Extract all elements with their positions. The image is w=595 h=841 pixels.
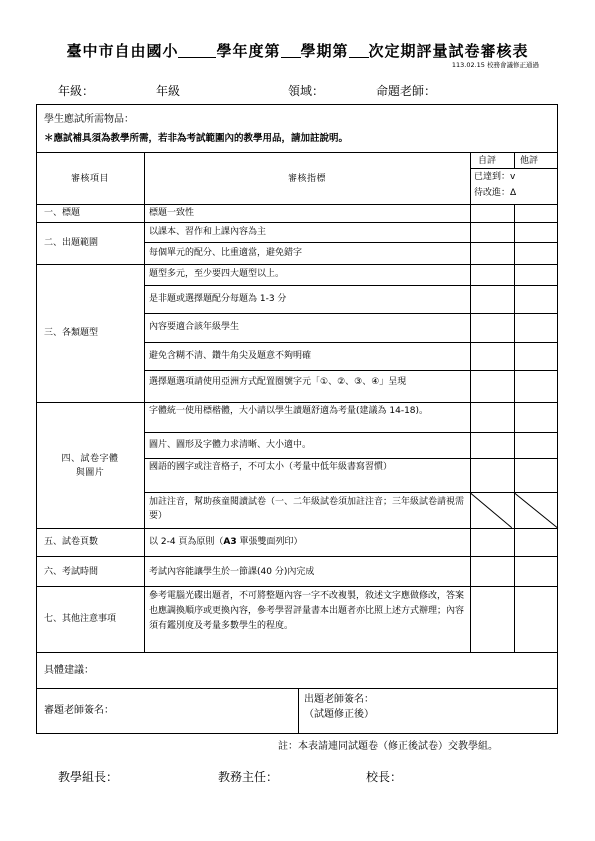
rule — [36, 264, 558, 265]
author-signature-sublabel: （試題修正後） — [304, 709, 374, 720]
suggestion-label: 具體建議： — [44, 665, 94, 676]
rule — [514, 152, 515, 168]
teacher-label: 命題老師： — [376, 84, 437, 98]
header-other-eval: 他評 — [520, 156, 539, 166]
indicator: 每個單元的配分、比重適當，避免錯字 — [149, 248, 303, 258]
indicator: 圖片、圖形及字體力求清晰、大小適中。 — [149, 440, 312, 450]
indicator: 標題一致性 — [149, 208, 195, 218]
rule — [36, 652, 558, 653]
rule — [36, 528, 558, 529]
principal-signature: 校長： — [366, 770, 403, 784]
rule — [144, 370, 558, 371]
item-fonts-images-line2: 與圖片 — [75, 468, 105, 478]
revision-note: 113.02.15 校務會議修正通過 — [451, 61, 539, 69]
indicator: 選擇題選項請使用亞洲方式配置圈號字元「①、②、③、④」呈現 — [149, 377, 407, 387]
rule — [144, 285, 558, 286]
reviewer-signature-label: 審題老師簽名： — [44, 705, 114, 716]
rule — [144, 342, 558, 343]
rule — [144, 458, 558, 459]
rule — [144, 313, 558, 314]
academic-director-signature: 教務主任： — [218, 770, 279, 784]
rule — [36, 204, 558, 205]
rule — [144, 242, 558, 243]
required-items-note: ＊應試補具須為教學所需，若非為考試範圍內的教學用品，請加註說明。 — [44, 133, 349, 144]
rule — [470, 152, 471, 652]
indicator: 考試內容能讓學生於一節課(40 分)內完成 — [149, 567, 315, 577]
rule — [144, 492, 558, 493]
indicator: 內容要適合該年級學生 — [149, 322, 240, 332]
indicator: 是非題或選擇題配分每題為 1-3 分 — [149, 294, 287, 304]
academic-head-signature: 教學組長： — [58, 770, 119, 784]
item-title: 一、標題 — [44, 208, 81, 218]
header-self-eval: 自評 — [478, 156, 497, 166]
rule — [144, 152, 145, 652]
grade-label: 年級： — [58, 84, 95, 98]
indicator: 國語的國字或注音格子，不可太小（考量中低年級書寫習慣） — [149, 462, 393, 472]
domain-label: 領域： — [288, 84, 325, 98]
author-signature-label: 出題老師簽名： — [304, 694, 374, 705]
indicator: 加註注音，幫助孩童閱讀試卷（一、二年級試卷須加註注音；三年級試卷請視需要） — [149, 497, 465, 521]
rule — [514, 204, 515, 652]
submission-note: 註：本表請連同試題卷（修正後試卷）交教學組。 — [278, 741, 498, 752]
legend-to-improve: 待改進：Δ — [474, 188, 517, 198]
item-time: 六、考試時間 — [44, 567, 99, 577]
required-items-label: 學生應試所需物品： — [44, 114, 134, 125]
rule — [470, 168, 558, 169]
rule — [36, 402, 558, 403]
rule — [36, 556, 558, 557]
rule — [298, 688, 299, 734]
grade-value: 年級 — [156, 84, 181, 98]
rule — [36, 152, 558, 153]
rule — [36, 688, 558, 689]
indicator: 參考電腦光碟出題者，不可將整題內容一字不改複製，敘述文字應做修改，答案也應調換順序或更換內容，參考學習評量書本出題者亦比照上述方式辦理；內容須有鑑別度及考量多數學生的程度。 — [149, 591, 465, 631]
indicator: 以 2-4 頁為原則（A3 單張雙面列印） — [149, 537, 303, 547]
rule — [36, 222, 558, 223]
rule — [144, 432, 558, 433]
item-pages: 五、試卷頁數 — [44, 537, 99, 547]
indicator: 以課本、習作和上課內容為主 — [149, 227, 267, 237]
indicator: 題型多元，至少要四大題型以上。 — [149, 269, 285, 279]
rule — [36, 586, 558, 587]
indicator: 字體統一使用標楷體，大小請以學生讀題舒適為考量(建議為 14-18)。 — [149, 406, 429, 416]
header-item: 審核項目 — [70, 174, 109, 184]
header-indicator: 審核指標 — [287, 174, 326, 184]
form-title: 臺中市自由國小 學年度第 學期第 次定期評量試卷審核表 — [66, 42, 529, 60]
legend-achieved: 已達到：v — [474, 172, 516, 182]
item-scope: 二、出題範圍 — [44, 238, 99, 248]
item-other-notes: 七、其他注意事項 — [44, 614, 117, 624]
indicator: 避免含糊不清、鑽牛角尖及題意不夠明確 — [149, 351, 312, 361]
item-question-types: 三、各類題型 — [44, 328, 99, 338]
item-fonts-images: 四、試卷字體 — [61, 454, 119, 464]
